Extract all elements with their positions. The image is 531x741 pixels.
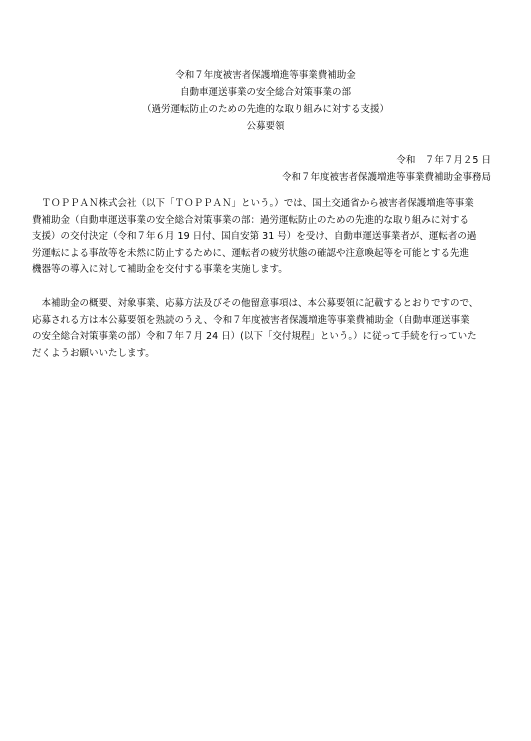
title-line-division: 自動車運送事業の安全総合対策事業の部 <box>179 87 351 98</box>
paragraph-line: 本補助金の概要、対象事業、応募方法及びその他留意事項は、本公募要領に記載するとおりですので、 <box>32 298 479 309</box>
paragraph-line: 労運転による事故等を未然に防止するために、運転者の疲労状態の確認や注意喚起等を可能とする先進 <box>32 247 470 259</box>
paragraph-line: 費補助金（自動車運送事業の安全総合対策事業の部：過労運転防止のための先進的な取り組みに対する <box>32 214 470 226</box>
paragraph-line: の安全総合対策事業の部）令和７年７月 24 日）(以下「交付規程」という。）に従って手続を行っていた <box>32 331 477 343</box>
title-line-subtitle: （過労運転防止のための先進的な取り組みに対する支援） <box>141 104 389 115</box>
paragraph-line: ＴＯＰＰＡＮ株式会社（以下「ＴＯＰＰＡＮ」という。）では、国土交通省から被害者保護増進等事業 <box>32 198 474 209</box>
paragraph-line: 応募される方は本公募要領を熟読のうえ、令和７年度被害者保護増進等事業費補助金（自動車運送事業 <box>32 314 470 326</box>
document-title-block <box>0 67 531 135</box>
paragraph-instructions <box>32 296 497 362</box>
paragraph-line: 機器等の導入に対して補助金を交付する事業を実施します。 <box>32 264 288 276</box>
date-and-office-block <box>282 152 491 186</box>
paragraph-line: 支援）の交付決定（令和７年６月 19 日付、国自安第 31 号）を受け、自動車運送事業者が、運転者の過 <box>32 231 477 243</box>
title-line-heading: 公募要領 <box>246 121 285 132</box>
paragraph-introduction <box>32 196 497 279</box>
issue-date: 令和 ７年７月２5 日 <box>396 155 491 166</box>
title-line-program: 令和７年度被害者保護増進等事業費補助金 <box>175 70 356 81</box>
issuing-office: 令和７年度被害者保護増進等事業費補助金事務局 <box>281 172 491 183</box>
paragraph-line: だくようお願いいたします。 <box>32 347 155 359</box>
